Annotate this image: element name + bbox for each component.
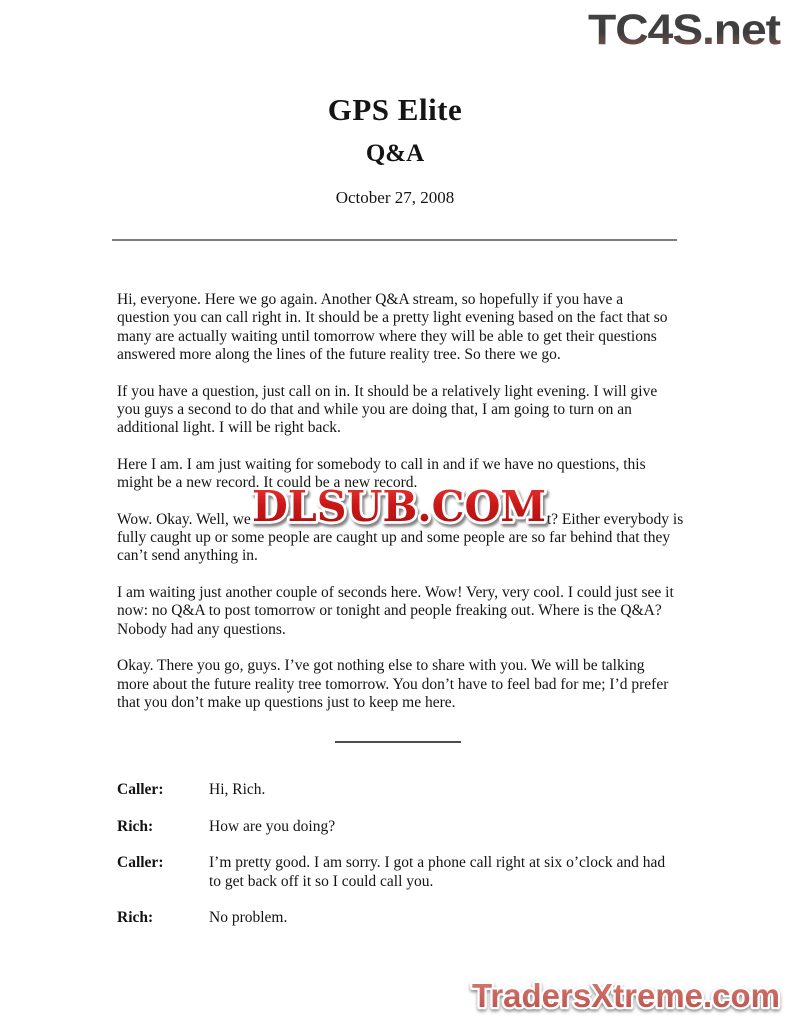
speaker-label: Caller: — [117, 854, 164, 872]
speech-text: I’m pretty good. I am sorry. I got a phone call right at six o’clock and had to get back off it so I could call you. — [209, 854, 666, 890]
dialogue-row — [117, 818, 678, 836]
paragraph: If you have a question, just call on in. It should be a relatively light evening. I will give you guys a second to do that and while you are doing that, I am going to turn on an additional light. I will be right back. — [117, 382, 658, 437]
page-subtitle: Q&A — [365, 140, 425, 167]
tradersxtreme-watermark — [468, 974, 786, 1020]
section-divider — [335, 741, 461, 743]
tc4s-logo-text: TC4S.net — [588, 6, 781, 54]
speech-text: How are you doing? — [209, 817, 336, 835]
dlsub-watermark-text: DLSUB.COM — [252, 483, 546, 531]
dialogue-row — [117, 781, 678, 799]
speech-text: Hi, Rich. — [209, 781, 266, 799]
obscured-line-prefix: Wow. Okay. Well, we — [117, 510, 251, 528]
page-title: GPS Elite — [327, 92, 463, 127]
header-rule — [112, 239, 677, 241]
paragraph: I am waiting just another couple of seconds here. Wow! Very, very cool. I could just see it now: no Q&A to post tomorrow or tonight and people freaking out. Where is the Q&A? Nobody had any questions. — [117, 583, 674, 638]
tradersxtreme-watermark-text: TradersXtreme.com — [472, 977, 780, 1014]
speaker-label: Rich: — [117, 817, 154, 835]
dialogue-row — [117, 909, 678, 927]
speech-text: No problem. — [209, 908, 288, 926]
dialogue-row — [117, 854, 678, 891]
transcript-body — [117, 291, 684, 945]
title-block — [112, 92, 678, 208]
tc4s-logo-watermark — [585, 2, 785, 54]
speaker-label: Rich: — [117, 908, 154, 926]
paragraph: Here I am. I am just waiting for somebody to call in and if we have no questions, this might be a new record. It could be a new record. — [117, 455, 646, 492]
paragraph-continuation: fully caught up or some people are caught up and some people are so far behind that they can’t send anything in. — [117, 529, 671, 565]
dlsub-watermark — [247, 483, 553, 535]
paragraph: Okay. There you go, guys. I’ve got nothing else to share with you. We will be talking more about the future reality tree tomorrow. You don’t have to feel bad for me; I’d prefer that you don’t make up questions just to keep me here. — [117, 657, 669, 711]
paragraph: Hi, everyone. Here we go again. Another Q&A stream, so hopefully if you have a question you can call right in. It should be a pretty light evening based on the fact that so many are actually waiting until tomorrow where they will be able to get their questions answered more along the lines of the future reality tree. So there we go. — [117, 291, 668, 364]
dialogue-section — [117, 781, 678, 927]
document-date: October 27, 2008 — [335, 188, 455, 207]
obscured-line-suffix: t? Either everybody is — [546, 510, 684, 528]
speaker-label: Caller: — [117, 781, 164, 799]
